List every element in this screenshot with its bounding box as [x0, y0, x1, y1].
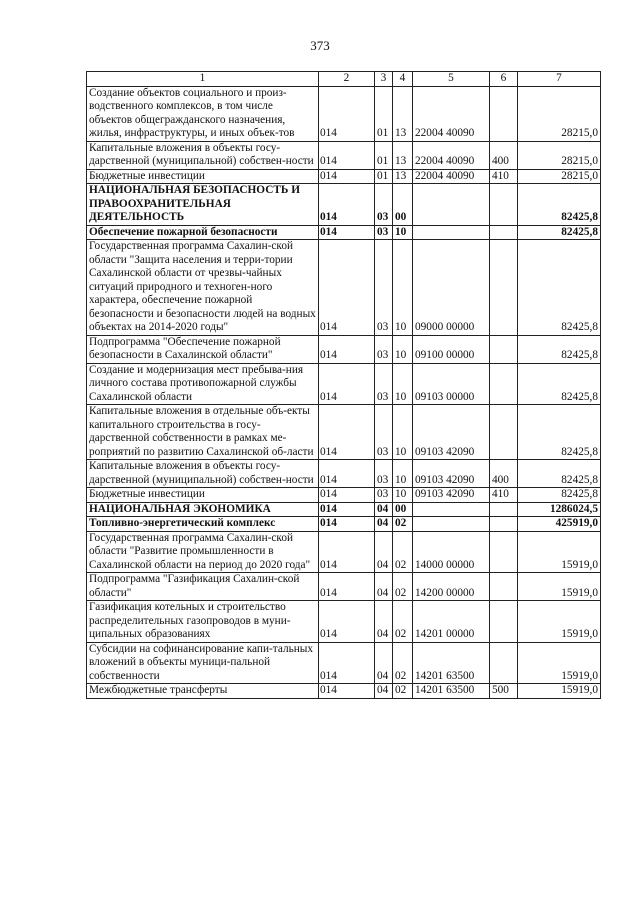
cell-grbs: 014	[319, 642, 375, 684]
cell-subsection: 13	[393, 141, 413, 169]
cell-grbs: 014	[319, 601, 375, 643]
cell-grbs: 014	[319, 335, 375, 363]
table-row	[87, 684, 601, 699]
table-row	[87, 169, 601, 184]
cell-grbs: 014	[319, 502, 375, 517]
cell-name: Обеспечение пожарной безопасности	[87, 225, 319, 240]
header-row	[87, 72, 601, 87]
cell-expense-type: 400	[490, 460, 518, 488]
cell-subsection: 00	[393, 502, 413, 517]
cell-section: 01	[375, 141, 393, 169]
cell-subsection: 10	[393, 335, 413, 363]
cell-amount: 28215,0	[518, 169, 601, 184]
table-row	[87, 642, 601, 684]
cell-grbs: 014	[319, 225, 375, 240]
cell-subsection: 02	[393, 517, 413, 532]
cell-target-article	[413, 225, 490, 240]
cell-expense-type	[490, 531, 518, 573]
cell-subsection: 00	[393, 184, 413, 226]
cell-subsection: 10	[393, 363, 413, 405]
cell-subsection: 10	[393, 460, 413, 488]
table-row	[87, 601, 601, 643]
cell-amount: 15919,0	[518, 642, 601, 684]
cell-subsection: 13	[393, 169, 413, 184]
cell-target-article: 14201 63500	[413, 684, 490, 699]
cell-grbs: 014	[319, 86, 375, 141]
cell-expense-type	[490, 335, 518, 363]
cell-amount: 82425,8	[518, 405, 601, 460]
cell-target-article: 14000 00000	[413, 531, 490, 573]
cell-subsection: 10	[393, 225, 413, 240]
cell-section: 04	[375, 601, 393, 643]
cell-section: 03	[375, 488, 393, 503]
cell-expense-type	[490, 502, 518, 517]
cell-section: 01	[375, 86, 393, 141]
cell-subsection: 02	[393, 601, 413, 643]
cell-amount: 425919,0	[518, 517, 601, 532]
table-row	[87, 141, 601, 169]
cell-section: 03	[375, 335, 393, 363]
cell-expense-type	[490, 225, 518, 240]
cell-target-article: 14201 00000	[413, 601, 490, 643]
cell-amount: 82425,8	[518, 240, 601, 336]
cell-name: Топливно-энергетический комплекс	[87, 517, 319, 532]
cell-section: 03	[375, 460, 393, 488]
cell-name: Создание и модернизация мест пребыва-ния личного состава противопожарной службы Сахалинской области	[87, 363, 319, 405]
cell-subsection: 10	[393, 488, 413, 503]
cell-amount: 28215,0	[518, 86, 601, 141]
cell-grbs: 014	[319, 684, 375, 699]
cell-amount: 15919,0	[518, 601, 601, 643]
cell-subsection: 02	[393, 684, 413, 699]
cell-amount: 28215,0	[518, 141, 601, 169]
header-col-6: 6	[490, 72, 518, 87]
cell-name: Подпрограмма "Газификация Сахалин-ской области"	[87, 573, 319, 601]
cell-name: Бюджетные инвестиции	[87, 169, 319, 184]
cell-target-article: 22004 40090	[413, 169, 490, 184]
cell-expense-type	[490, 573, 518, 601]
cell-target-article: 09103 42090	[413, 460, 490, 488]
table-row	[87, 517, 601, 532]
cell-section: 03	[375, 184, 393, 226]
cell-amount: 82425,8	[518, 335, 601, 363]
cell-expense-type	[490, 86, 518, 141]
cell-expense-type	[490, 184, 518, 226]
cell-target-article	[413, 517, 490, 532]
cell-section: 04	[375, 642, 393, 684]
cell-target-article: 09100 00000	[413, 335, 490, 363]
cell-amount: 82425,8	[518, 460, 601, 488]
cell-section: 04	[375, 517, 393, 532]
cell-expense-type	[490, 240, 518, 336]
cell-target-article: 22004 40090	[413, 141, 490, 169]
cell-expense-type	[490, 405, 518, 460]
cell-target-article	[413, 502, 490, 517]
cell-section: 04	[375, 573, 393, 601]
table-row	[87, 184, 601, 226]
cell-amount: 15919,0	[518, 684, 601, 699]
cell-subsection: 10	[393, 240, 413, 336]
cell-subsection: 13	[393, 86, 413, 141]
table-row	[87, 405, 601, 460]
cell-grbs: 014	[319, 405, 375, 460]
header-col-7: 7	[518, 72, 601, 87]
cell-name: Межбюджетные трансферты	[87, 684, 319, 699]
table-row	[87, 573, 601, 601]
cell-section: 03	[375, 225, 393, 240]
cell-expense-type	[490, 642, 518, 684]
cell-section: 01	[375, 169, 393, 184]
cell-amount: 82425,8	[518, 184, 601, 226]
header-col-2: 2	[319, 72, 375, 87]
cell-name: Капитальные вложения в объекты госу-дарственной (муниципальной) собствен-ности	[87, 460, 319, 488]
cell-expense-type: 410	[490, 169, 518, 184]
cell-section: 04	[375, 531, 393, 573]
cell-name: Государственная программа Сахалин-ской области "Развитие промышленности в Сахалинской области на период до 2020 года"	[87, 531, 319, 573]
table-row	[87, 363, 601, 405]
cell-target-article: 14201 63500	[413, 642, 490, 684]
cell-amount: 15919,0	[518, 573, 601, 601]
cell-name: НАЦИОНАЛЬНАЯ ЭКОНОМИКА	[87, 502, 319, 517]
cell-name: Капитальные вложения в отдельные объ-екты капитального строительства в госу-дарственной собственности в рамках ме-роприятий по развитию Сахалинской об-ласти	[87, 405, 319, 460]
table-row	[87, 225, 601, 240]
table-row	[87, 460, 601, 488]
cell-name: НАЦИОНАЛЬНАЯ БЕЗОПАСНОСТЬ И ПРАВООХРАНИТЕЛЬНАЯ ДЕЯТЕЛЬНОСТЬ	[87, 184, 319, 226]
cell-grbs: 014	[319, 460, 375, 488]
cell-section: 04	[375, 684, 393, 699]
cell-grbs: 014	[319, 363, 375, 405]
cell-section: 04	[375, 502, 393, 517]
cell-section: 03	[375, 363, 393, 405]
cell-target-article: 22004 40090	[413, 86, 490, 141]
cell-grbs: 014	[319, 531, 375, 573]
header-col-5: 5	[413, 72, 490, 87]
cell-section: 03	[375, 405, 393, 460]
page-number: 373	[310, 38, 330, 53]
budget-table	[86, 71, 601, 699]
cell-grbs: 014	[319, 240, 375, 336]
cell-name: Газификация котельных и строительство распределительных газопроводов в муни-ципальных образованиях	[87, 601, 319, 643]
cell-expense-type: 400	[490, 141, 518, 169]
cell-grbs: 014	[319, 517, 375, 532]
cell-subsection: 02	[393, 573, 413, 601]
header-col-1: 1	[87, 72, 319, 87]
cell-name: Создание объектов социального и произ-водственного комплексов, в том числе объектов общегражданского назначения, жилья, инфраструктуры, и иных объек-тов	[87, 86, 319, 141]
table-row	[87, 488, 601, 503]
cell-amount: 1286024,5	[518, 502, 601, 517]
cell-expense-type: 500	[490, 684, 518, 699]
cell-amount: 15919,0	[518, 531, 601, 573]
header-col-3: 3	[375, 72, 393, 87]
cell-grbs: 014	[319, 141, 375, 169]
table-row	[87, 502, 601, 517]
cell-name: Подпрограмма "Обеспечение пожарной безопасности в Сахалинской области"	[87, 335, 319, 363]
table-row	[87, 335, 601, 363]
cell-amount: 82425,8	[518, 225, 601, 240]
cell-expense-type	[490, 601, 518, 643]
cell-target-article: 09103 42090	[413, 488, 490, 503]
cell-target-article: 09103 42090	[413, 405, 490, 460]
cell-subsection: 02	[393, 531, 413, 573]
cell-grbs: 014	[319, 573, 375, 601]
cell-grbs: 014	[319, 184, 375, 226]
cell-target-article: 09000 00000	[413, 240, 490, 336]
cell-grbs: 014	[319, 169, 375, 184]
cell-target-article: 14200 00000	[413, 573, 490, 601]
cell-name: Государственная программа Сахалин-ской области "Защита населения и терри-тории Сахалинской области от чрезвы-чайных ситуаций природного и техноген-ного характера, обеспечение пожарной безопасности и безопасности людей на водных объектах на 2014-2020 годы"	[87, 240, 319, 336]
header-col-4: 4	[393, 72, 413, 87]
table-row	[87, 531, 601, 573]
cell-name: Капитальные вложения в объекты госу-дарственной (муниципальной) собствен-ности	[87, 141, 319, 169]
cell-expense-type: 410	[490, 488, 518, 503]
cell-subsection: 02	[393, 642, 413, 684]
cell-amount: 82425,8	[518, 488, 601, 503]
cell-target-article	[413, 184, 490, 226]
table-row	[87, 240, 601, 336]
cell-target-article: 09103 00000	[413, 363, 490, 405]
cell-name: Бюджетные инвестиции	[87, 488, 319, 503]
table-row	[87, 86, 601, 141]
cell-expense-type	[490, 363, 518, 405]
cell-subsection: 10	[393, 405, 413, 460]
cell-grbs: 014	[319, 488, 375, 503]
cell-name: Субсидии на софинансирование капи-тальных вложений в объекты муници-пальной собственности	[87, 642, 319, 684]
cell-expense-type	[490, 517, 518, 532]
cell-amount: 82425,8	[518, 363, 601, 405]
cell-section: 03	[375, 240, 393, 336]
